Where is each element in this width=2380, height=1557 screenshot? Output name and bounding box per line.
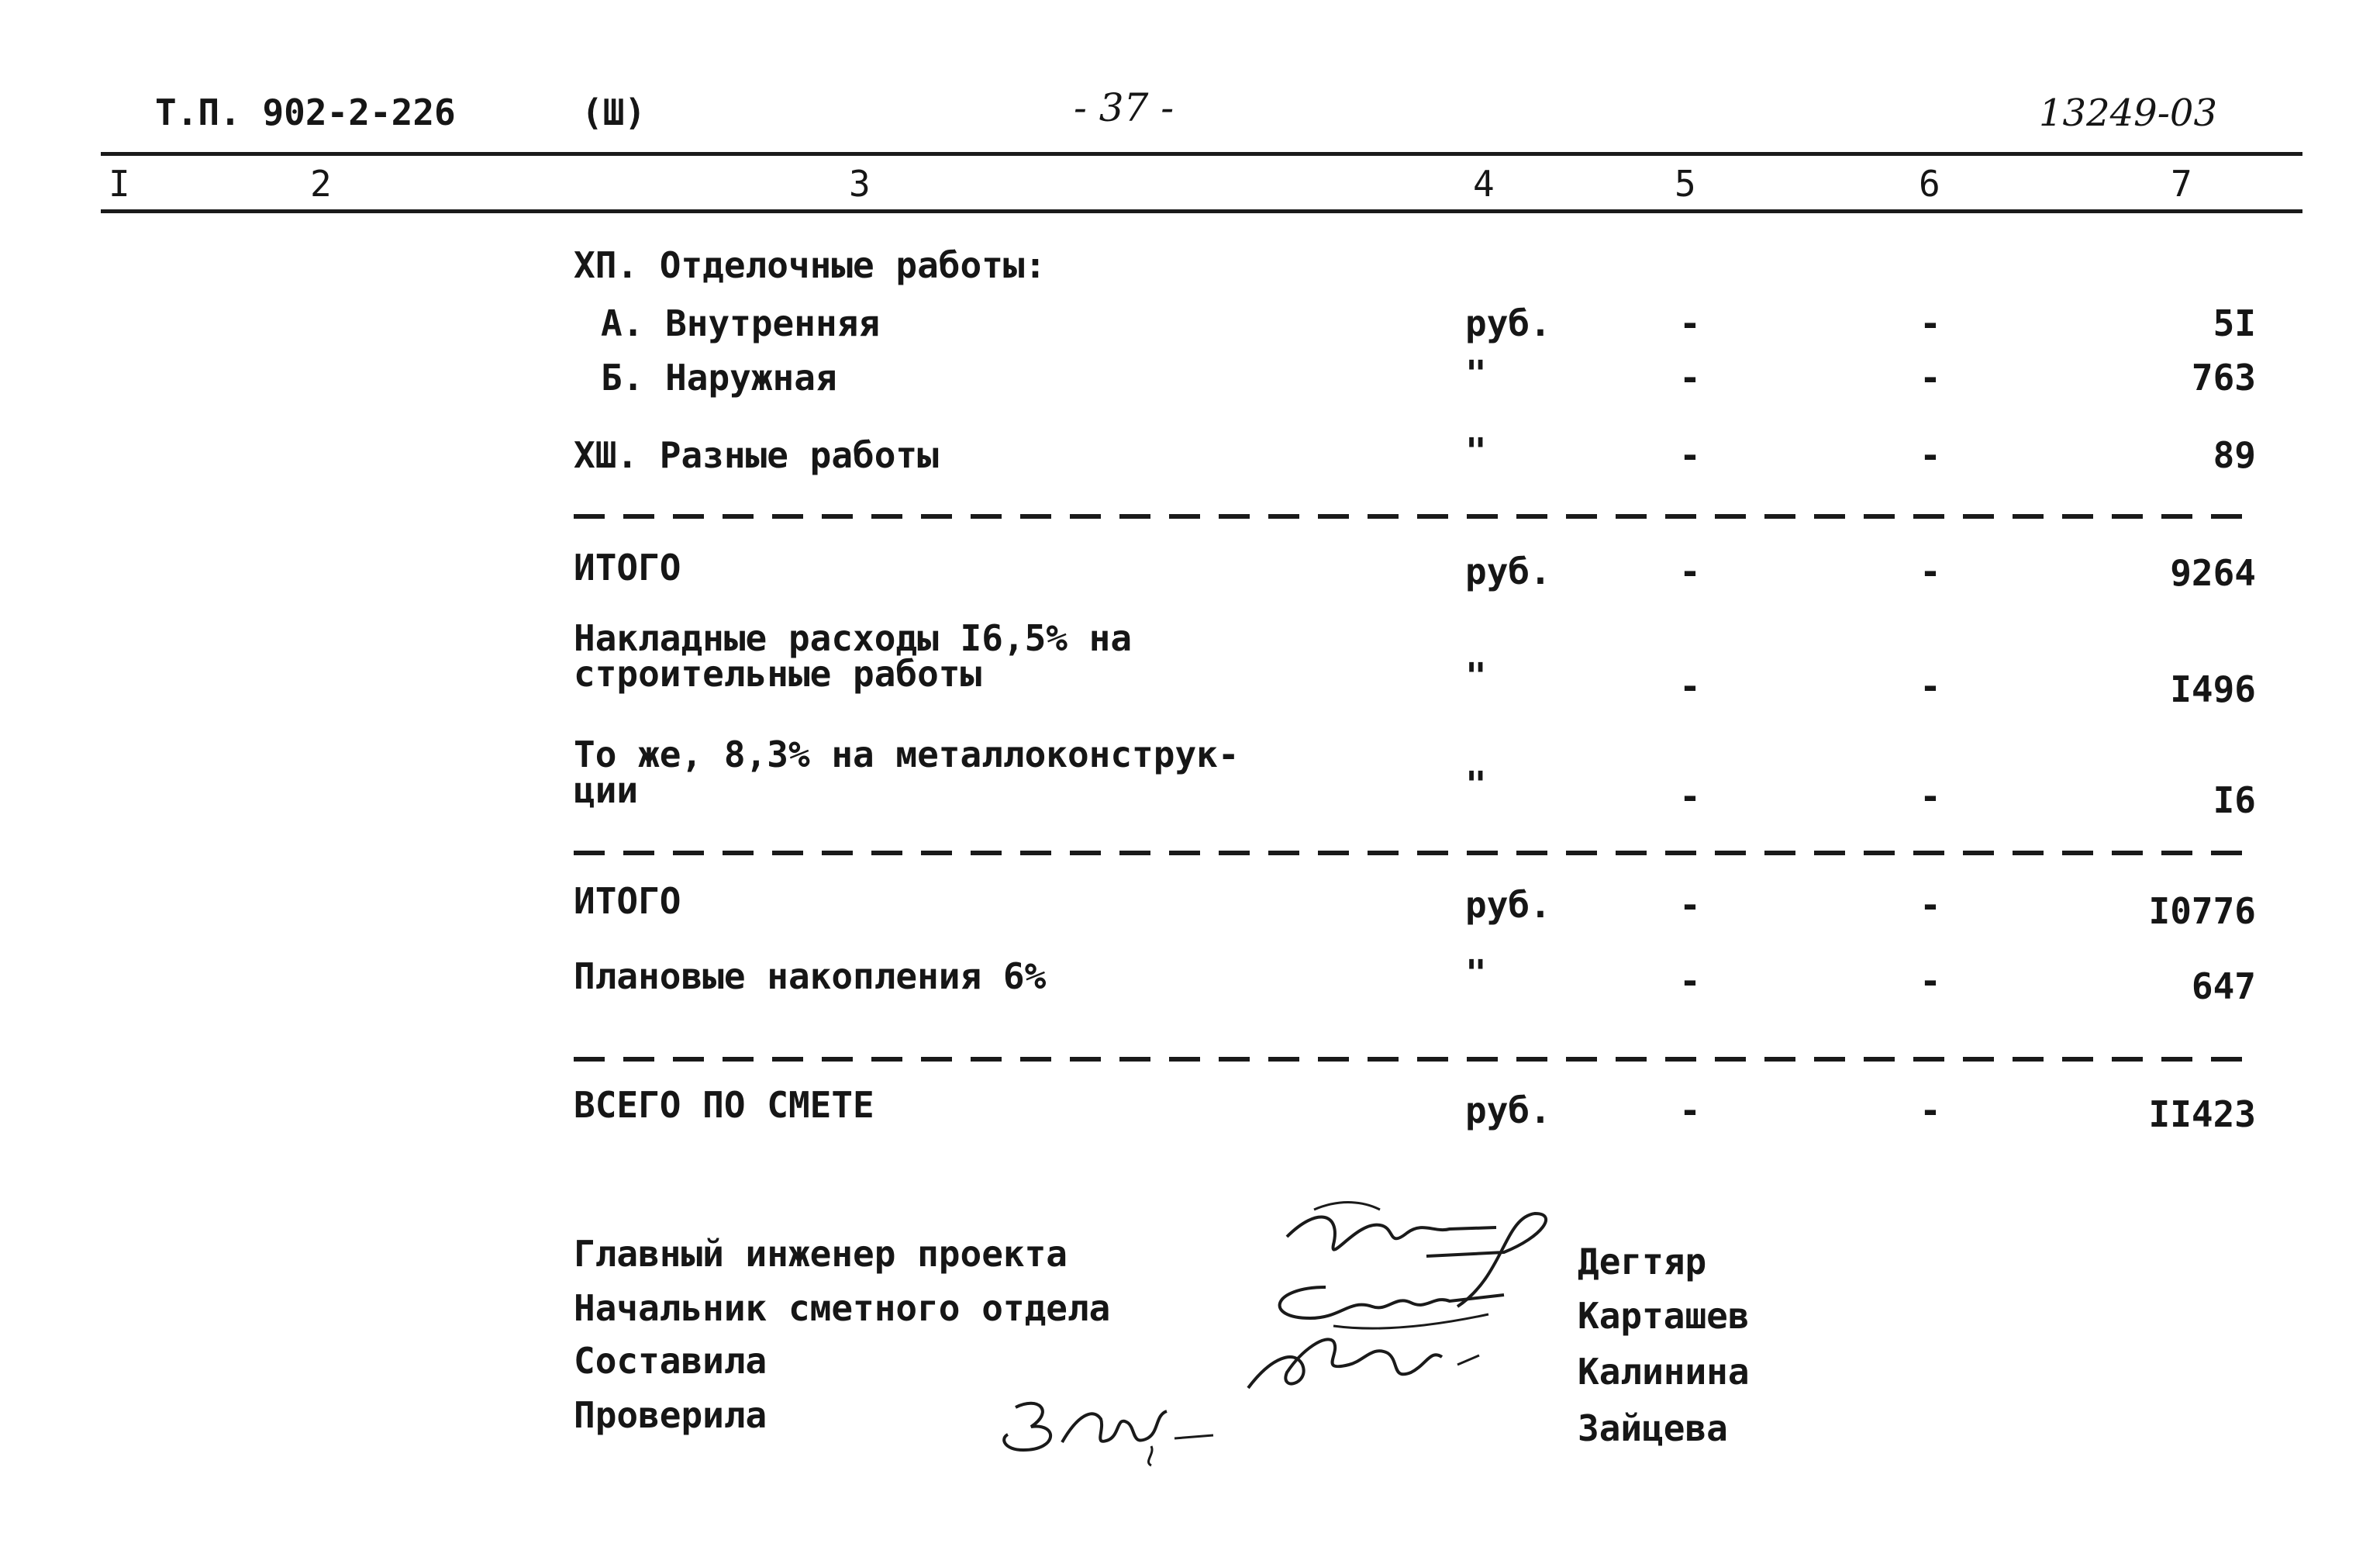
signatory-role-estimate-head: Начальник сметного отдела	[574, 1287, 1111, 1329]
row-subtotal1-col5: -	[1679, 551, 1701, 592]
row-subtotal1-value: 9264	[2170, 552, 2256, 594]
row-subtotal1-unit: руб.	[1465, 551, 1551, 592]
row-subtotal2-col6: -	[1920, 884, 1941, 926]
row-external-value: 763	[2191, 357, 2256, 399]
row-subtotal1-name: ИТОГО	[574, 547, 681, 589]
row-misc-col6: -	[1920, 434, 1941, 476]
row-grand-total-col6: -	[1920, 1089, 1941, 1131]
row-internal-name: А. Внутренняя	[601, 302, 881, 344]
signatory-role-checked: Проверила	[574, 1394, 767, 1436]
column-number-6: 6	[1919, 163, 1940, 205]
column-number-1: I	[109, 163, 130, 205]
row-planned-unit: "	[1465, 952, 1487, 994]
row-overhead-name-line1: Накладные расходы I6,5% на	[574, 617, 1133, 659]
section-mark: (Ш)	[581, 91, 647, 133]
inventory-number: 13249-03	[2039, 91, 2217, 135]
row-grand-total-col5: -	[1679, 1089, 1701, 1131]
row-subtotal1-col6: -	[1920, 551, 1941, 592]
row-misc-col5: -	[1679, 434, 1701, 476]
row-internal-unit: руб.	[1465, 302, 1551, 344]
row-metal-name-line1: То же, 8,3% на металлоконструк-	[574, 734, 1240, 775]
dashed-separator-3	[574, 1057, 2256, 1062]
row-overhead-name-line2: строительные работы	[574, 653, 982, 695]
header-rule-bottom	[101, 209, 2302, 213]
signatory-role-compiled: Составила	[574, 1340, 767, 1382]
signatory-name-kalinina: Калинина	[1578, 1351, 1750, 1393]
row-misc-name: ХШ. Разные работы	[574, 434, 939, 476]
row-planned-name: Плановые накопления 6%	[574, 955, 1047, 997]
signatory-name-degtyar: Дегтяр	[1578, 1241, 1707, 1283]
row-internal-col6: -	[1920, 302, 1941, 344]
row-metal-name	[574, 734, 1240, 811]
page-number: - 37 -	[1074, 85, 1174, 130]
signatory-role-chief-engineer: Главный инженер проекта	[574, 1233, 1068, 1275]
row-metal-col6: -	[1920, 775, 1941, 817]
row-grand-total-unit: руб.	[1465, 1089, 1551, 1131]
row-metal-unit: "	[1465, 764, 1487, 806]
row-planned-value: 647	[2191, 965, 2256, 1007]
row-subtotal2-unit: руб.	[1465, 884, 1551, 926]
row-metal-col5: -	[1679, 775, 1701, 817]
row-subtotal2-col5: -	[1679, 884, 1701, 926]
row-subtotal2-name: ИТОГО	[574, 880, 681, 922]
row-misc-value: 89	[2213, 434, 2256, 476]
row-planned-col5: -	[1679, 960, 1701, 1002]
signature-kalinina	[1233, 1318, 1496, 1403]
row-metal-value: I6	[2213, 779, 2256, 821]
row-misc-unit: "	[1465, 430, 1487, 472]
row-overhead-col5: -	[1679, 665, 1701, 707]
column-number-7: 7	[2171, 163, 2192, 205]
row-grand-total-value: II423	[2148, 1093, 2256, 1135]
row-external-name: Б. Наружная	[601, 357, 837, 399]
column-number-3: 3	[849, 163, 871, 205]
row-external-unit: "	[1465, 353, 1487, 395]
dashed-separator-2	[574, 851, 2256, 855]
row-planned-col6: -	[1920, 960, 1941, 1002]
row-overhead-name	[574, 617, 1133, 695]
column-number-2: 2	[310, 163, 332, 205]
row-metal-name-line2: ции	[574, 769, 639, 811]
signature-zaitseva	[985, 1384, 1225, 1469]
row-grand-total-name: ВСЕГО ПО СМЕТЕ	[574, 1084, 874, 1126]
row-overhead-value: I496	[2170, 668, 2256, 710]
row-overhead-unit: "	[1465, 655, 1487, 697]
row-internal-col5: -	[1679, 302, 1701, 344]
section-heading-finishing: ХП. Отделочные работы:	[574, 244, 1047, 286]
signatory-name-kartashev: Карташев	[1578, 1295, 1750, 1337]
row-external-col6: -	[1920, 357, 1941, 399]
signatory-name-zaitseva: Зайцева	[1578, 1407, 1728, 1449]
column-number-5: 5	[1675, 163, 1696, 205]
row-external-col5: -	[1679, 357, 1701, 399]
row-subtotal2-value: I0776	[2148, 890, 2256, 932]
doc-code: Т.П. 902-2-226	[155, 91, 456, 133]
dashed-separator-1	[574, 514, 2256, 519]
header-rule-top	[101, 152, 2302, 156]
column-number-4: 4	[1473, 163, 1495, 205]
row-internal-value: 5I	[2213, 302, 2256, 344]
row-overhead-col6: -	[1920, 665, 1941, 707]
